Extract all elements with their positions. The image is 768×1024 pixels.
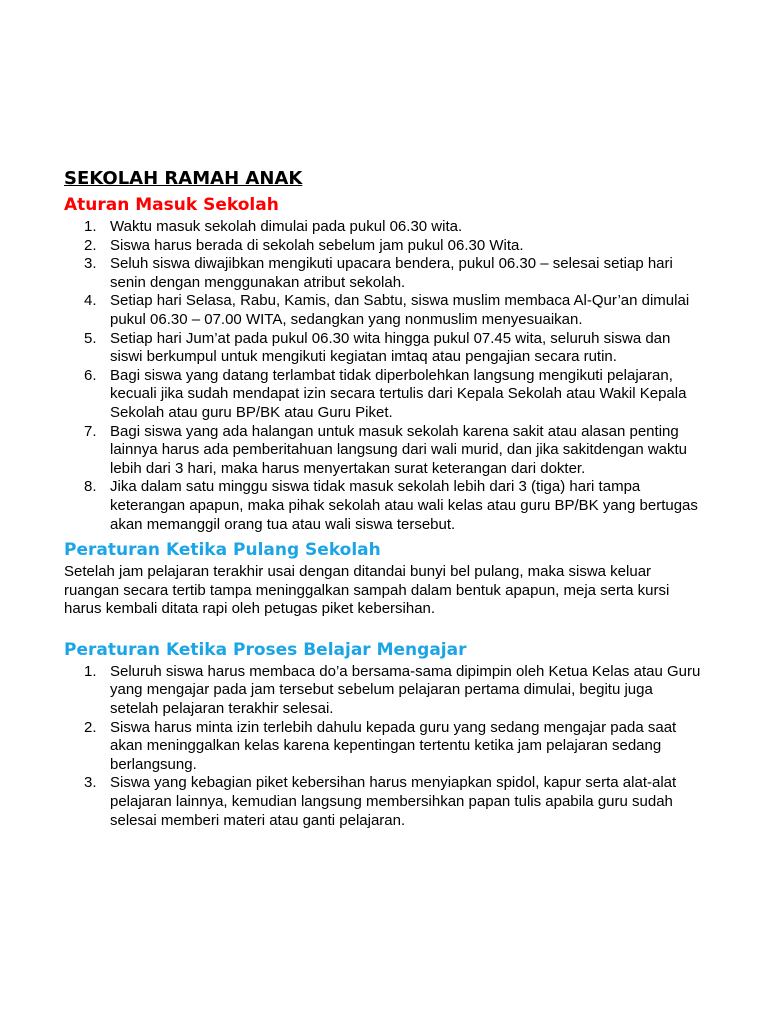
list-item bbox=[64, 367, 704, 423]
list-item bbox=[64, 292, 704, 329]
document-content bbox=[64, 166, 704, 830]
list-item bbox=[64, 237, 704, 256]
list-item-text: Bagi siswa yang ada halangan untuk masuk sekolah karena sakit atau alasan penting lainnya harus ada pemberitahuan langsung dari wali murid, dan jika sakitdengan waktu lebih dari 3 hari, maka harus menyertakan surat keterangan dari dokter. bbox=[110, 422, 688, 477]
list-item bbox=[64, 663, 704, 719]
list-item bbox=[64, 774, 704, 830]
list-item bbox=[64, 255, 704, 292]
list-item-text: Setiap hari Jum’at pada pukul 06.30 wita hingga pukul 07.45 wita, seluruh siswa dan siswi berkumpul untuk mengikuti kegiatan imtaq atau pengajian secara rutin. bbox=[110, 329, 671, 366]
section-heading-going-home: Peraturan Ketika Pulang Sekolah bbox=[64, 540, 381, 561]
list-item-number: 1. bbox=[84, 218, 97, 235]
list-item-text: Seluruh siswa harus membaca do’a bersama-sama dipimpin oleh Ketua Kelas atau Guru yang mengajar pada jam tersebut sebelum pelajaran pertama dimulai, begitu juga setelah pelajaran terakhir selesai. bbox=[110, 662, 701, 718]
list-item bbox=[64, 478, 704, 534]
list-item-number: 6. bbox=[84, 366, 97, 384]
list-item bbox=[64, 719, 704, 775]
list-item-text: Bagi siswa yang datang terlambat tidak diperbolehkan langsung mengikuti pelajaran, kecuali jika sudah mendapat izin secara tertulis dari Kepala Sekolah atau Wakil Kepala Sekolah atau guru BP/BK atau Guru Piket. bbox=[110, 366, 687, 421]
list-item-number: 2. bbox=[84, 718, 97, 736]
list-item-text: Siswa harus minta izin terlebih dahulu kepada guru yang sedang mengajar pada saat akan meninggalkan kelas karena kepentingan tertentu ketika jam pelajaran sedang berlangsung. bbox=[110, 718, 677, 773]
teaching-rules-list bbox=[64, 663, 704, 830]
list-item-number: 2. bbox=[84, 236, 97, 254]
list-item bbox=[64, 218, 704, 237]
list-item-text: Seluh siswa diwajibkan mengikuti upacara bendera, pukul 06.30 – selesai setiap hari senin dengan menggunakan atribut sekolah. bbox=[110, 255, 673, 291]
list-item-number: 4. bbox=[84, 292, 97, 310]
list-item-text: Jika dalam satu minggu siswa tidak masuk sekolah lebih dari 3 (tiga) hari tampa keterangan apapun, maka pihak sekolah atau wali kelas atau guru BP/BK yang bertugas akan memanggil orang tua atau wali siswa tersebut. bbox=[110, 478, 698, 533]
entry-rules-list bbox=[64, 218, 704, 534]
going-home-paragraph: Setelah jam pelajaran terakhir usai dengan ditandai bunyi bel pulang, maka siswa keluar ruangan secara tertib tampa meninggalkan sampah dalam bentuk apapun, meja serta kursi harus kembali ditata rapi oleh petugas piket kebersihan. bbox=[64, 563, 670, 618]
list-item-number: 5. bbox=[84, 329, 97, 347]
list-item-text: Setiap hari Selasa, Rabu, Kamis, dan Sabtu, siswa muslim membaca Al-Qur’an dimulai pukul 06.30 – 07.00 WITA, sedangkan yang nonmuslim menyesuaikan. bbox=[110, 292, 690, 328]
list-item-text: Siswa harus berada di sekolah sebelum jam pukul 06.30 Wita. bbox=[110, 236, 524, 254]
list-item bbox=[64, 330, 704, 367]
list-item-number: 3. bbox=[84, 255, 97, 273]
section-heading-teaching: Peraturan Ketika Proses Belajar Mengajar bbox=[64, 639, 467, 660]
list-item-text: Siswa yang kebagian piket kebersihan harus menyiapkan spidol, kapur serta alat-alat pelajaran lainnya, kemudian langsung membersihkan papan tulis apabila guru sudah selesai memberi materi atau ganti pelajaran. bbox=[110, 774, 677, 829]
list-item-number: 1. bbox=[84, 662, 97, 680]
section-heading-entry-rules: Aturan Masuk Sekolah bbox=[64, 195, 279, 215]
list-item-text: Waktu masuk sekolah dimulai pada pukul 06.30 wita. bbox=[110, 218, 463, 235]
list-item-number: 7. bbox=[84, 422, 97, 440]
document-title: SEKOLAH RAMAH ANAK bbox=[64, 168, 303, 189]
list-item-number: 3. bbox=[84, 774, 97, 792]
list-item bbox=[64, 423, 704, 479]
list-item-number: 8. bbox=[84, 478, 97, 496]
